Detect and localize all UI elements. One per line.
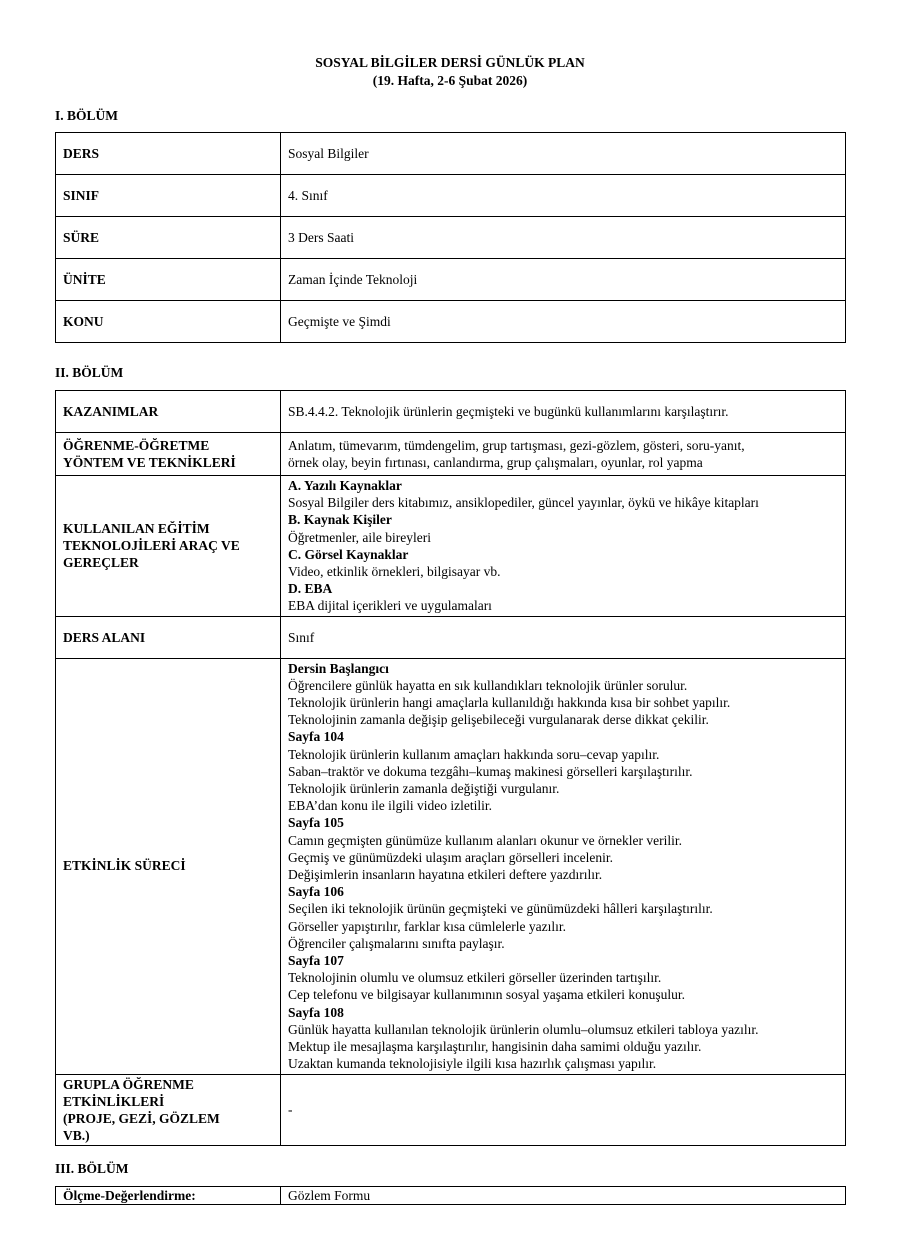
- activity-line: Öğrencilere günlük hayatta en sık kullandıkları teknolojik ürünler sorulur.: [288, 677, 688, 693]
- activity-line: Mektup ile mesajlaşma karşılaştırılır, hangisinin daha samimi olduğu yazılır.: [288, 1039, 702, 1055]
- table-row: [56, 1187, 846, 1205]
- row-label: SINIF: [56, 175, 281, 217]
- activity-line: EBA’dan konu ile ilgili video izletilir.: [288, 798, 492, 814]
- resource-text: Öğretmenler, aile bireyleri: [288, 529, 432, 545]
- araclar-label-line: GEREÇLER: [63, 555, 139, 571]
- resource-heading: A. Yazılı Kaynaklar: [288, 478, 402, 493]
- document-subtitle: (19. Hafta, 2-6 Şubat 2026): [372, 73, 528, 88]
- resource-heading: D. EBA: [288, 581, 333, 597]
- araclar-label-line: KULLANILAN EĞİTİM: [63, 521, 210, 536]
- table-row: [56, 1074, 846, 1146]
- araclar-value: [281, 476, 846, 617]
- etkinlik-value: [281, 658, 846, 1074]
- ders-alani-value: Sınıf: [281, 616, 846, 658]
- ders-alani-label: DERS ALANI: [56, 616, 281, 658]
- row-value: 3 Ders Saati: [281, 217, 846, 259]
- table-row: [56, 433, 846, 476]
- activity-line: Teknolojik ürünlerin hangi amaçlarla kullanıldığı hakkında kısa bir sohbet yapılır.: [288, 695, 731, 711]
- resource-text: Video, etkinlik örnekleri, bilgisayar vb.: [288, 564, 501, 580]
- araclar-label: [56, 476, 281, 617]
- table-row: [56, 658, 846, 1074]
- activity-heading: Sayfa 105: [288, 815, 344, 831]
- resource-text: Sosyal Bilgiler ders kitabımız, ansiklopediler, güncel yayınlar, öykü ve hikâye kitapları: [288, 495, 759, 511]
- olcme-value: Gözlem Formu: [281, 1187, 846, 1205]
- kazanimlar-value: SB.4.4.2. Teknolojik ürünlerin geçmişteki ve bugünkü kullanımlarını karşılaştırır.: [281, 391, 846, 433]
- activity-heading: Sayfa 104: [288, 729, 344, 745]
- activity-line: Teknolojik ürünlerin kullanım amaçları hakkında soru–cevap yapılır.: [288, 746, 660, 762]
- row-value: 4. Sınıf: [281, 175, 846, 217]
- table-row: [56, 391, 846, 433]
- grup-label-line: ETKİNLİKLERİ: [63, 1093, 165, 1109]
- row-label: DERS: [56, 133, 281, 175]
- table-row: [56, 133, 846, 175]
- resource-text: EBA dijital içerikleri ve uygulamaları: [288, 598, 492, 614]
- row-label: KONU: [56, 301, 281, 343]
- yontem-label-line: ÖĞRENME-ÖĞRETME: [63, 437, 210, 453]
- table-row: [56, 301, 846, 343]
- activity-line: Günlük hayatta kullanılan teknolojik ürünlerin olumlu–olumsuz etkileri tabloya yazılır.: [288, 1021, 759, 1037]
- yontem-label: [56, 433, 281, 476]
- grup-label-line: GRUPLA ÖĞRENME: [63, 1076, 194, 1092]
- activity-line: Saban–traktör ve dokuma tezgâhı–kumaş makinesi görselleri karşılaştırılır.: [288, 763, 693, 779]
- activity-line: Teknolojinin zamanla değişip gelişebileceği vurgulanarak derse dikkat çekilir.: [288, 712, 709, 728]
- table-row: [56, 259, 846, 301]
- resource-heading: C. Görsel Kaynaklar: [288, 546, 409, 562]
- etkinlik-label: ETKİNLİK SÜRECİ: [56, 658, 281, 1074]
- section-3-heading: III. BÖLÜM: [55, 1161, 129, 1176]
- activity-line: Görseller yapıştırılır, farklar kısa cümlelerle yazılır.: [288, 918, 566, 934]
- table-row: [56, 217, 846, 259]
- section-2-heading: II. BÖLÜM: [55, 365, 124, 380]
- row-label: ÜNİTE: [56, 259, 281, 301]
- activity-line: Değişimlerin insanların hayatına etkileri deftere yazdırılır.: [288, 867, 603, 883]
- table-row: [56, 616, 846, 658]
- grup-label-line: VB.): [63, 1128, 90, 1144]
- yontem-value-line: örnek olay, beyin fırtınası, canlandırma, grup çalışmaları, oyunlar, rol yapma: [288, 455, 703, 470]
- section-1-table: [55, 132, 846, 343]
- yontem-value: [281, 433, 846, 476]
- activity-heading: Dersin Başlangıcı: [288, 660, 389, 676]
- row-value: Sosyal Bilgiler: [281, 133, 846, 175]
- activity-heading: Sayfa 106: [288, 884, 344, 900]
- yontem-value-line: Anlatım, tümevarım, tümdengelim, grup tartışması, gezi-gözlem, gösteri, soru-yanıt,: [288, 437, 745, 453]
- olcme-label: Ölçme-Değerlendirme:: [56, 1187, 281, 1205]
- activity-line: Cep telefonu ve bilgisayar kullanımının sosyal yaşama etkileri konuşulur.: [288, 987, 686, 1003]
- kazanimlar-label: KAZANIMLAR: [56, 391, 281, 433]
- activity-line: Teknolojinin olumlu ve olumsuz etkileri görseller üzerinden tartışılır.: [288, 970, 662, 986]
- grup-label-line: (PROJE, GEZİ, GÖZLEM: [63, 1110, 220, 1126]
- row-value: Zaman İçinde Teknoloji: [281, 259, 846, 301]
- resource-heading: B. Kaynak Kişiler: [288, 512, 392, 528]
- activity-heading: Sayfa 107: [288, 953, 344, 969]
- activity-line: Geçmiş ve günümüzdeki ulaşım araçları görselleri incelenir.: [288, 849, 614, 865]
- row-label: SÜRE: [56, 217, 281, 259]
- activity-line: Seçilen iki teknolojik ürünün geçmişteki ve günümüzdeki hâlleri karşılaştırılır.: [288, 901, 713, 917]
- document-title: SOSYAL BİLGİLER DERSİ GÜNLÜK PLAN: [315, 55, 585, 70]
- activity-line: Camın geçmişten günümüze kullanım alanları okunur ve örnekler verilir.: [288, 832, 683, 848]
- table-row: [56, 175, 846, 217]
- activity-line: Öğrenciler çalışmalarını sınıfta paylaşır.: [288, 935, 505, 951]
- grup-value: -: [281, 1074, 846, 1146]
- yontem-label-line: YÖNTEM VE TEKNİKLERİ: [63, 455, 236, 470]
- section-2-table: [55, 390, 846, 1146]
- activity-heading: Sayfa 108: [288, 1004, 344, 1020]
- araclar-label-line: TEKNOLOJİLERİ ARAÇ VE: [63, 538, 240, 554]
- section-1-heading: I. BÖLÜM: [55, 108, 119, 123]
- grup-label: [56, 1074, 281, 1146]
- row-value: Geçmişte ve Şimdi: [281, 301, 846, 343]
- section-3-table: [55, 1186, 846, 1205]
- table-row: [56, 476, 846, 617]
- activity-line: Teknolojik ürünlerin zamanla değiştiği vurgulanır.: [288, 781, 560, 797]
- activity-line: Uzaktan kumanda teknolojisiyle ilgili kısa hazırlık çalışması yapılır.: [288, 1056, 657, 1072]
